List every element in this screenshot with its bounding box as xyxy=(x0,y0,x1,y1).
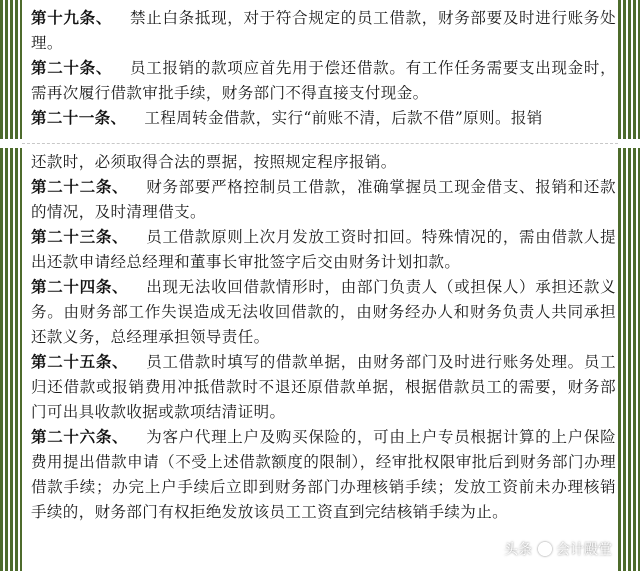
watermark-name: 会计殿堂 xyxy=(556,542,612,558)
article-number: 第二十三条、 xyxy=(31,228,129,246)
article-24 xyxy=(31,275,616,350)
article-21-continuation: 还款时，必须取得合法的票据，按照规定程序报销。 xyxy=(31,153,397,171)
watermark xyxy=(504,539,612,559)
watermark-prefix: 头条 xyxy=(504,542,532,558)
article-number: 第十九条、 xyxy=(31,9,113,27)
article-number: 第二十六条、 xyxy=(31,428,129,446)
article-26 xyxy=(31,425,616,525)
article-number: 第二十二条、 xyxy=(31,178,129,196)
article-text: 禁止白条抵现，对于符合规定的员工借款，财务部要及时进行账务处理。 xyxy=(31,9,616,52)
article-text: 员工借款原则上次月发放工资时扣回。特殊情况的，需由借款人提出还款申请经总经理和董事长审批签字后交由财务计划扣款。 xyxy=(31,228,617,271)
article-20 xyxy=(31,56,616,106)
right-decorative-border xyxy=(618,0,640,571)
article-25 xyxy=(31,350,616,425)
article-text: 员工借款时填写的借款单据，由财务部门及时进行账务处理。员工归还借款或报销费用冲抵借款时不退还原借款单据，根据借款员工的需要，财务部门可出具收款收据或款项结清证明。 xyxy=(31,353,617,421)
article-text: 员工报销的款项应首先用于偿还借款。有工作任务需要支出现金时，需再次履行借款审批手续，财务部门不得直接支付现金。 xyxy=(31,59,616,102)
article-19 xyxy=(31,6,616,56)
article-23 xyxy=(31,225,616,275)
article-text: 为客户代理上户及购买保险的，可由上户专员根据计算的上户保险费用提出借款申请（不受上述借款额度的限制），经审批权限审批后到财务部门办理借款手续；办完上户手续后立即到财务部门办理核销手续；发放工资前未办理核销手续的，财务部门有权拒绝发放该员工工资直到完结核销手续为止。 xyxy=(31,428,617,521)
article-22 xyxy=(31,175,616,225)
article-number: 第二十五条、 xyxy=(31,353,129,371)
article-text: 出现无法收回借款情形时，由部门负责人（或担保人）承担还款义务。由财务部工作失误造成无法收回借款的，由财务经办人和财务负责人共同承担还款义务，总经理承担领导责任。 xyxy=(31,278,617,346)
document-page-top xyxy=(31,6,616,131)
document-page-bottom xyxy=(31,150,616,525)
page-break-line xyxy=(22,143,618,144)
page-break xyxy=(0,139,640,148)
article-number: 第二十条、 xyxy=(31,59,113,77)
toutiao-logo-icon xyxy=(538,542,552,556)
article-number: 第二十四条、 xyxy=(31,278,129,296)
article-text: 工程周转金借款，实行“前账不清，后款不借”原则。报销 xyxy=(144,109,543,127)
article-21 xyxy=(31,106,616,131)
article-text: 财务部要严格控制员工借款，准确掌握员工现金借支、报销和还款的情况，及时清理借支。 xyxy=(31,178,617,221)
article-number: 第二十一条、 xyxy=(31,109,127,127)
left-decorative-border xyxy=(0,0,22,571)
